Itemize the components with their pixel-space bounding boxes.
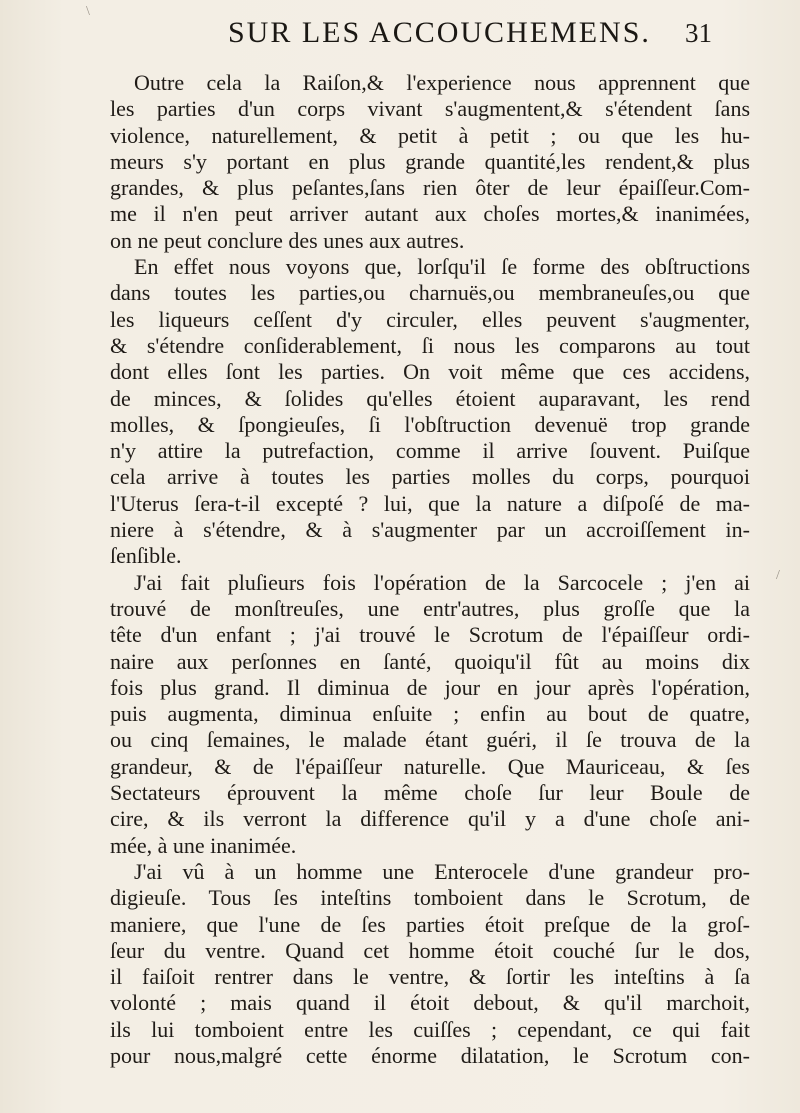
- text-line: J'ai fait pluſieurs fois l'opération de la Sarcocele ; j'en ai: [134, 569, 750, 595]
- running-head: [90, 16, 750, 56]
- text-line: Sectateurs éprouvent la même choſe ſur leur Boule de: [110, 780, 750, 806]
- text-line: l'Uterus ſera-t-il excepté ? lui, que la nature a diſpoſé de ma-: [110, 490, 750, 516]
- text-line: cela arrive à toutes les parties molles du corps, pourquoi: [110, 464, 750, 490]
- text-line: ſenſible.: [110, 543, 182, 569]
- text-line: dans toutes les parties,ou charnuës,ou membraneuſes,ou que: [110, 280, 750, 306]
- text-line: naire aux perſonnes en ſanté, quoiqu'il fût au moins dix: [110, 648, 750, 674]
- text-line: il faiſoit rentrer dans le ventre, & ſortir les inteſtins à ſa: [110, 964, 750, 990]
- margin-mark: /: [776, 568, 780, 583]
- text-line: violence, naturellement, & petit à petit ; ou que les hu-: [110, 122, 750, 148]
- text-line: volonté ; mais quand il étoit debout, & qu'il marchoit,: [110, 990, 750, 1016]
- text-line: Outre cela la Raiſon,& l'experience nous apprennent que: [134, 70, 750, 95]
- text-line: grandeur, & de l'épaiſſeur naturelle. Que Mauriceau, & ſes: [110, 753, 750, 779]
- page-number: 31: [685, 18, 712, 48]
- text-line: fois plus grand. Il diminua de jour en jour après l'opération,: [110, 674, 750, 700]
- text-line: meurs s'y portant en plus grande quantité,les rendent,& plus: [110, 148, 750, 174]
- running-title: SUR LES ACCOUCHEMENS.: [228, 16, 651, 49]
- text-line: me il n'en peut arriver autant aux choſes mortes,& inanimées,: [110, 201, 750, 227]
- text-line: digieuſe. Tous ſes inteſtins tomboient dans le Scrotum, de: [110, 885, 750, 911]
- text-line: En effet nous voyons que, lorſqu'il ſe forme des obſtructions: [134, 254, 750, 280]
- text-line: grandes, & plus peſantes,ſans rien ôter de leur épaiſſeur.Com-: [110, 175, 750, 201]
- text-line: molles, & ſpongieuſes, ſi l'obſtruction devenuë trop grande: [110, 411, 750, 437]
- text-line: mée, à une inanimée.: [110, 832, 297, 858]
- text-line: pour nous,malgré cette énorme dilatation, le Scrotum con-: [110, 1042, 750, 1068]
- text-line: n'y attire la putrefaction, comme il arrive ſouvent. Puiſque: [110, 438, 750, 464]
- text-line: dont elles ſont les parties. On voit même que ces accidens,: [110, 359, 750, 385]
- text-line: ils lui tomboient entre les cuiſſes ; cependant, ce qui fait: [110, 1016, 750, 1042]
- text-line: on ne peut conclure des unes aux autres.: [110, 227, 465, 253]
- text-line: tête d'un enfant ; j'ai trouvé le Scrotum de l'épaiſſeur ordi-: [110, 622, 750, 648]
- text-line: & s'étendre conſiderablement, ſi nous les comparons au tout: [110, 332, 750, 358]
- text-line: niere à s'étendre, & à s'augmenter par un accroiſſement in-: [110, 517, 750, 543]
- text-line: ou cinq ſemaines, le malade étant guéri, il ſe trouva de la: [110, 727, 750, 753]
- text-line: les liqueurs ceſſent d'y circuler, elles peuvent s'augmenter,: [110, 306, 750, 332]
- margin-mark: \: [86, 4, 90, 19]
- text-line: J'ai vû à un homme une Enterocele d'une grandeur pro-: [134, 858, 750, 884]
- body-text: [110, 70, 750, 1069]
- text-line: maniere, que l'une de ſes parties étoit preſque de la groſ-: [110, 911, 750, 937]
- text-line: puis augmenta, diminua enſuite ; enfin au bout de quatre,: [110, 701, 750, 727]
- text-line: de minces, & ſolides qu'elles étoient auparavant, les rend: [110, 385, 750, 411]
- text-line: ſeur du ventre. Quand cet homme étoit couché ſur le dos,: [110, 937, 750, 963]
- text-line: les parties d'un corps vivant s'augmentent,& s'étendent ſans: [110, 96, 750, 122]
- text-line: cire, & ils verront la difference qu'il y a d'une choſe ani-: [110, 806, 750, 832]
- text-line: trouvé de monſtreuſes, une entr'autres, plus groſſe que la: [110, 595, 750, 621]
